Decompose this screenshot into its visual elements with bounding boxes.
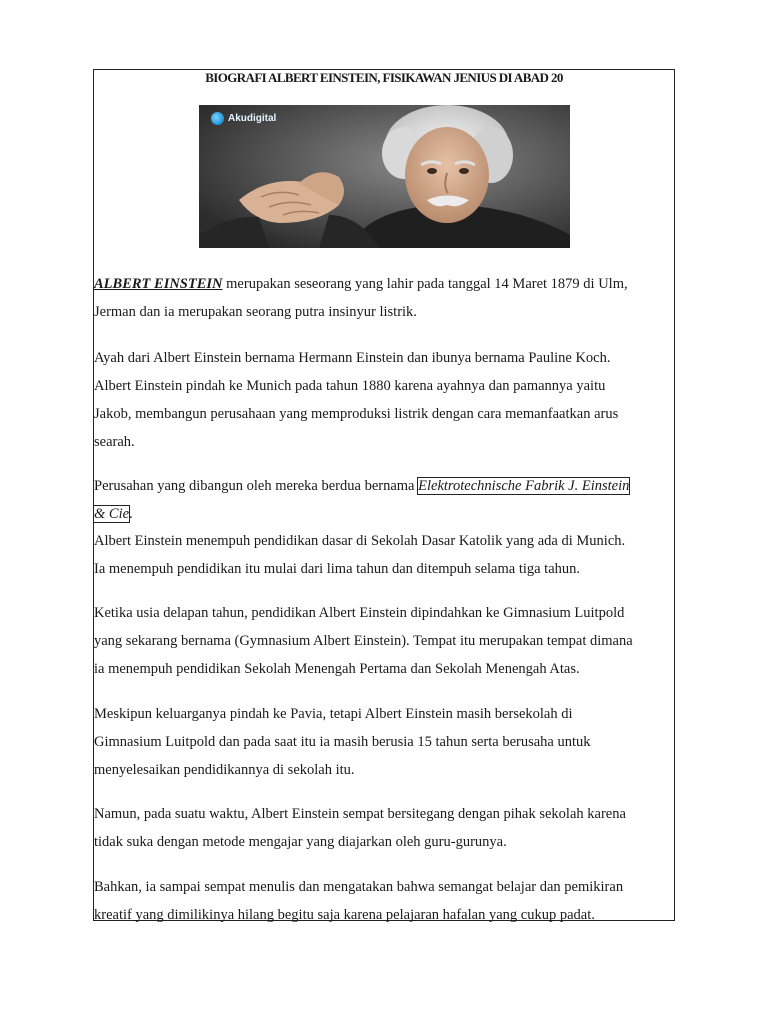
paragraph-2 bbox=[94, 344, 676, 456]
paragraph-6-line-1: Meskipun keluarganya pindah ke Pavia, tetapi Albert Einstein masih bersekolah di bbox=[94, 706, 573, 722]
paragraph-2-line-4: searah. bbox=[94, 434, 135, 450]
paragraph-5 bbox=[94, 599, 676, 683]
brand-label: Akudigital bbox=[228, 113, 277, 124]
einstein-photo bbox=[199, 105, 570, 248]
paragraph-2-line-3: Jakob, membangun perusahaan yang memproduksi listrik dengan cara memanfaatkan arus bbox=[94, 406, 619, 422]
paragraph-2-line-2: Albert Einstein pindah ke Munich pada tahun 1880 karena ayahnya dan pamannya yaitu bbox=[94, 378, 606, 394]
paragraph-1-line-1: merupakan seseorang yang lahir pada tanggal 14 Maret 1879 di Ulm, bbox=[222, 276, 628, 292]
akudigital-logo-icon bbox=[211, 112, 224, 125]
paragraph-8-line-2: kreatif yang dimilikinya hilang begitu saja karena pelajaran hafalan yang cukup padat. bbox=[94, 907, 595, 923]
paragraph-3-lead: Perusahan yang dibangun oleh mereka berdua bernama bbox=[94, 478, 419, 494]
paragraph-4-line-1: Albert Einstein menempuh pendidikan dasar di Sekolah Dasar Katolik yang ada di Munich. bbox=[94, 533, 626, 549]
paragraph-1-line-2: Jerman dan ia merupakan seorang putra insinyur listrik. bbox=[94, 304, 417, 320]
paragraph-3 bbox=[94, 472, 676, 528]
paragraph-7-line-1: Namun, pada suatu waktu, Albert Einstein sempat bersitegang dengan pihak sekolah karena bbox=[94, 806, 626, 822]
company-name-part-2: & Cie bbox=[94, 506, 130, 522]
paragraph-5-line-1: Ketika usia delapan tahun, pendidikan Albert Einstein dipindahkan ke Gimnasium Luitpold bbox=[94, 605, 625, 621]
paragraph-2-line-1: Ayah dari Albert Einstein bernama Hermann Einstein dan ibunya bernama Pauline Koch. bbox=[94, 350, 611, 366]
paragraph-1 bbox=[94, 270, 676, 326]
company-name-part-1: Elektrotechnische Fabrik J. Einstein bbox=[418, 478, 630, 494]
paragraph-6-line-3: menyelesaikan pendidikannya di sekolah itu. bbox=[94, 762, 355, 778]
paragraph-4-line-2: Ia menempuh pendidikan itu mulai dari lima tahun dan ditempuh selama tiga tahun. bbox=[94, 561, 581, 577]
document-title: BIOGRAFI ALBERT EINSTEIN, FISIKAWAN JENIUS DI ABAD 20 bbox=[205, 70, 563, 85]
paragraph-6-line-2: Gimnasium Luitpold dan pada saat itu ia masih berusia 15 tahun serta berusaha untuk bbox=[94, 734, 591, 750]
paragraph-7 bbox=[94, 800, 676, 856]
document-page bbox=[93, 69, 675, 921]
subject-name: ALBERT EINSTEIN bbox=[94, 276, 223, 292]
paragraph-7-line-2: tidak suka dengan metode mengajar yang diajarkan oleh guru-gurunya. bbox=[94, 834, 507, 850]
brand-watermark bbox=[211, 112, 276, 125]
paragraph-5-line-2: yang sekarang bernama (Gymnasium Albert Einstein). Tempat itu merupakan tempat dimana bbox=[94, 633, 633, 649]
paragraph-4 bbox=[94, 527, 676, 583]
portrait-illustration bbox=[199, 105, 570, 248]
paragraph-5-line-3: ia menempuh pendidikan Sekolah Menengah Pertama dan Sekolah Menengah Atas. bbox=[94, 661, 580, 677]
paragraph-3-end: . bbox=[129, 506, 133, 522]
paragraph-8 bbox=[94, 873, 676, 929]
paragraph-8-line-1: Bahkan, ia sampai sempat menulis dan mengatakan bahwa semangat belajar dan pemikiran bbox=[94, 879, 624, 895]
paragraph-6 bbox=[94, 700, 676, 784]
